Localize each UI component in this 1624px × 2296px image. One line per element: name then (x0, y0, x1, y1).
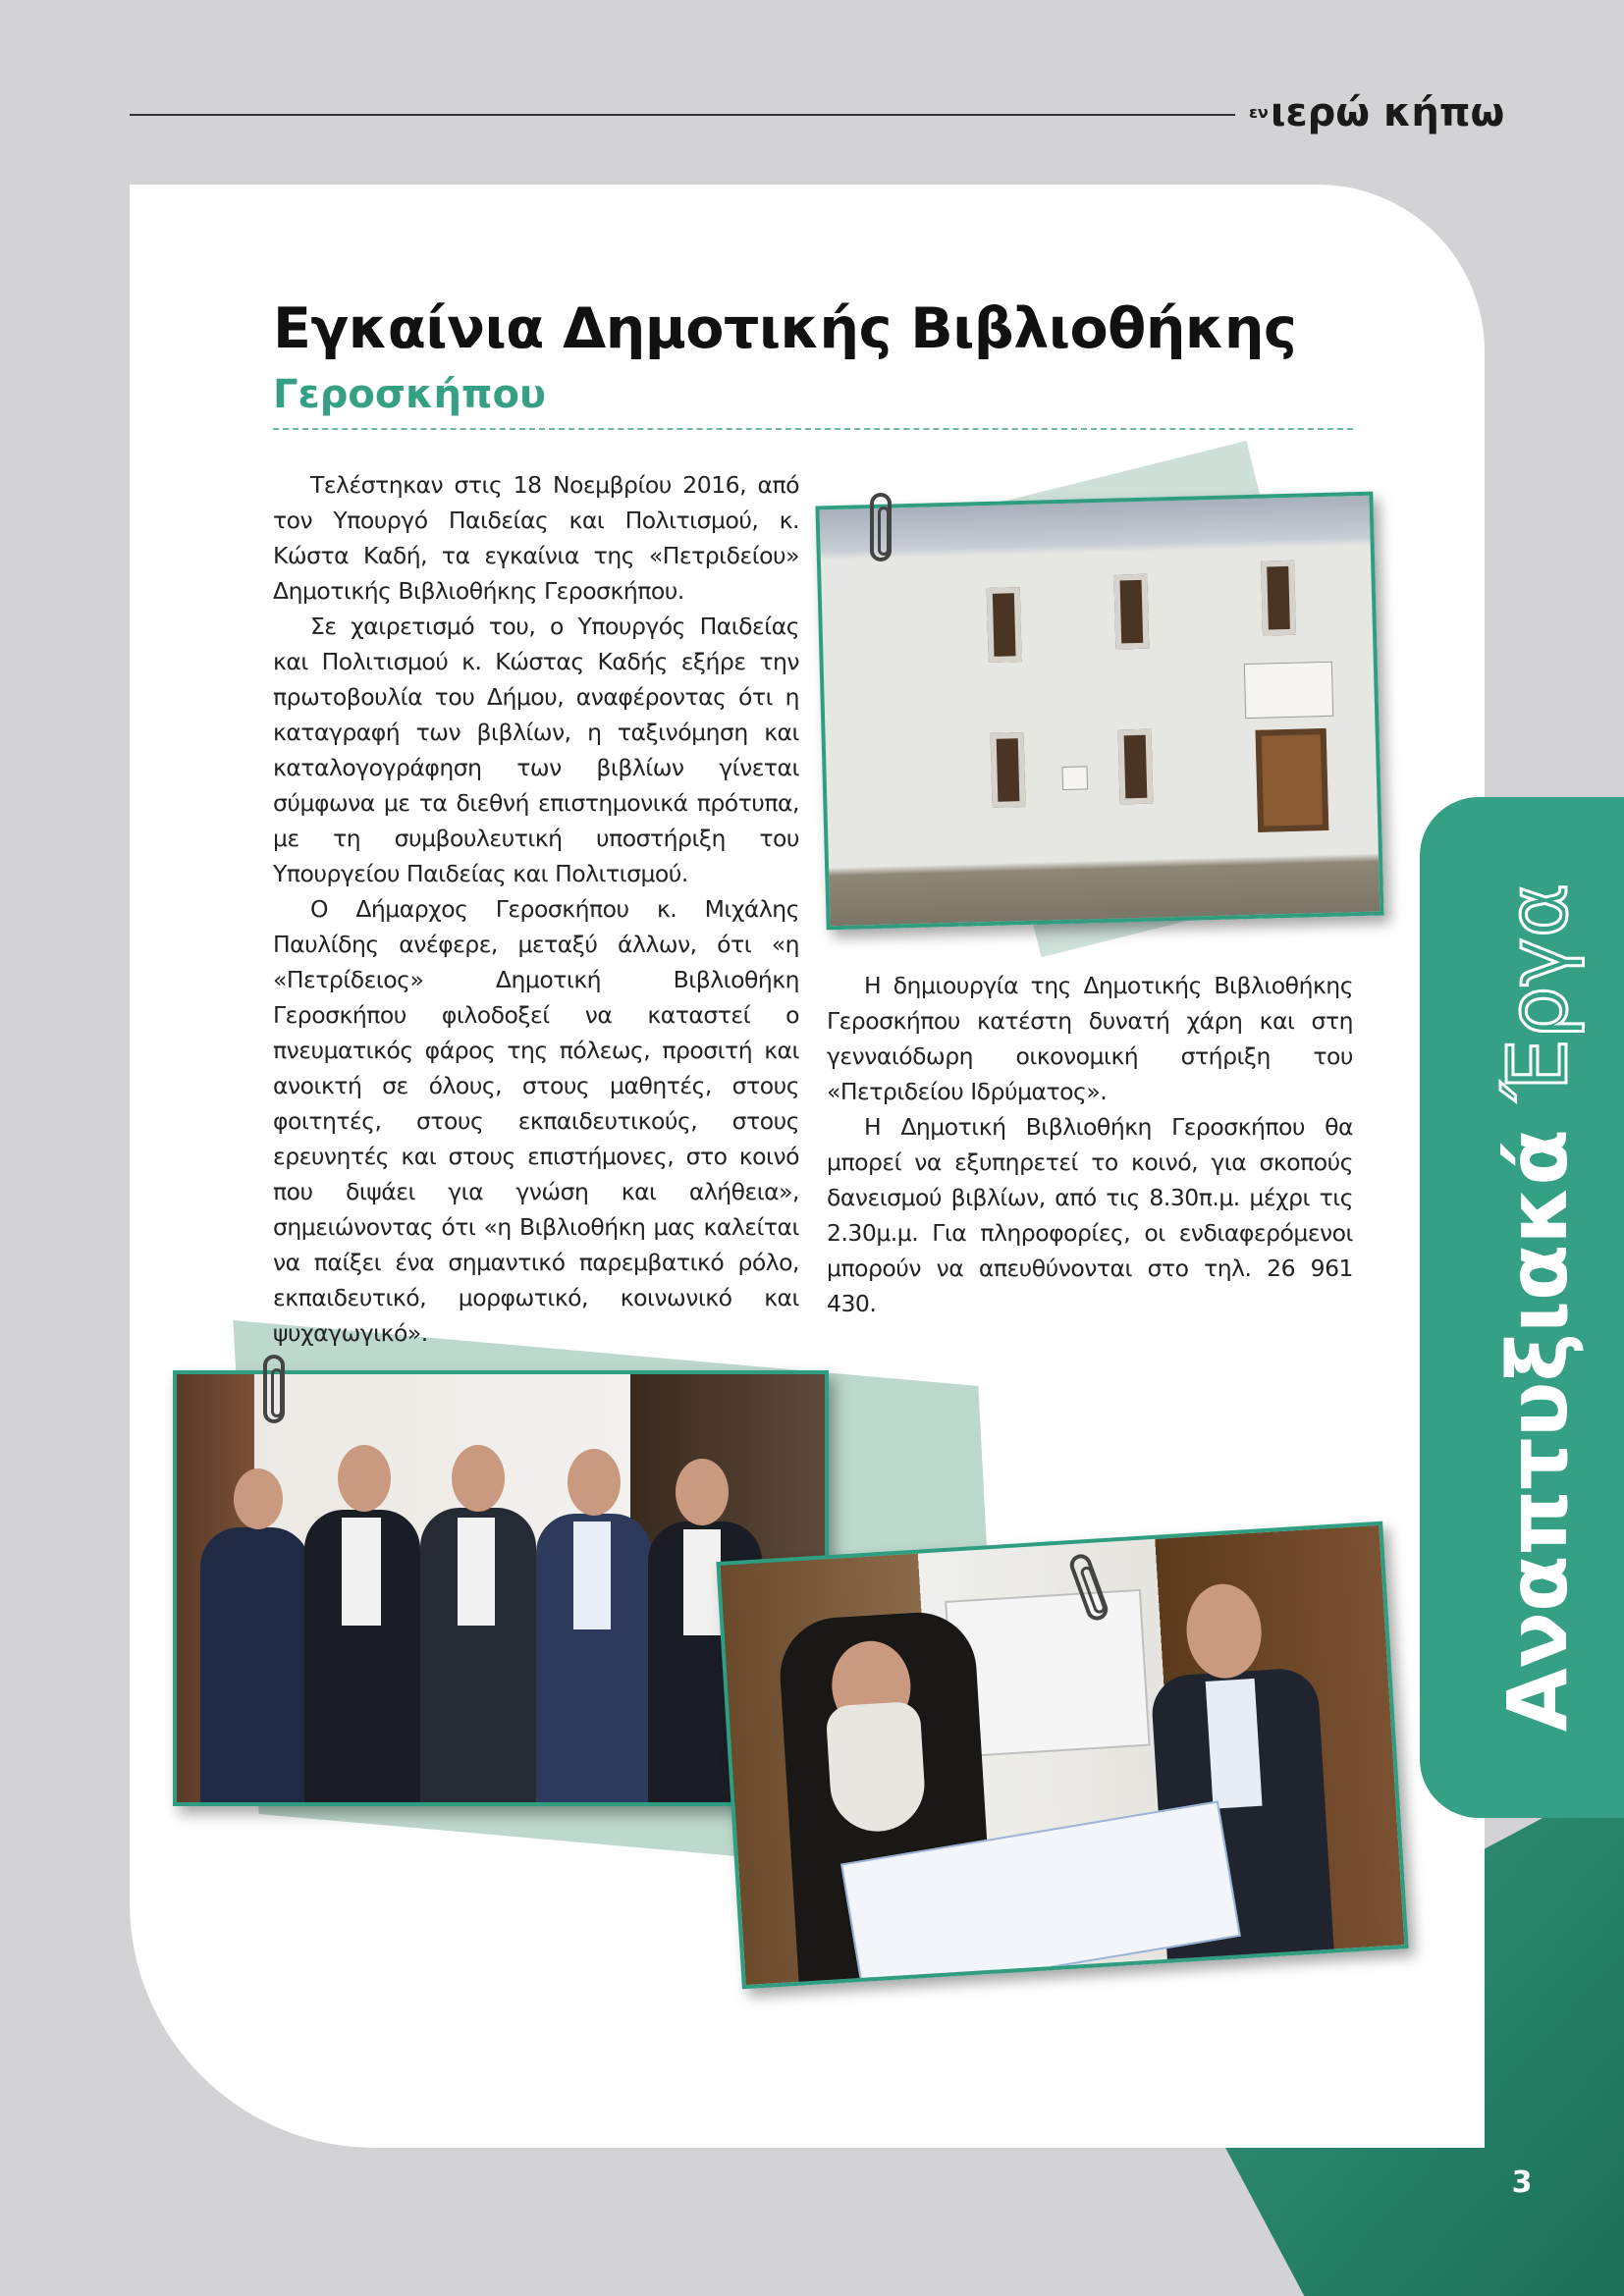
body-paragraph: Η δημιουργία της Δημοτικής Βιβλιοθήκης Γεροσκήπου κατέστη δυνατή χάρη και στη γενναιόδωρη οικονομική στήριξη του «Πετριδείου Ιδρύματος». (827, 972, 1353, 1105)
person-head (234, 1468, 283, 1529)
article-body-right (827, 968, 1353, 1321)
person-head (452, 1445, 505, 1512)
body-paragraph: Ο Δήμαρχος Γεροσκήπου κ. Μιχάλης Παυλίδης ανέφερε, μεταξύ άλλων, ότι «η «Πετρίδειος» Δημοτική Βιβλιοθήκη Γεροσκήπου φιλοδοξεί να καταστεί ο πνευματικός φάρος της πόλεως, προσιτή και ανοικτή σε όλους, στους μαθητές, στους φοιτητές, στους εκπαιδευτικούς, στους ερευνητές και στους επιστήμονες, στο κοινό που διψάει για γνώση και αλήθεια», σημειώνοντας ότι «η Βιβλιοθήκη μας καλείται να παίξει ένα σημαντικό παρεμβατικό ρόλο, εκπαιδευτικό, μορφωτικό, κοινωνικό και ψυχαγωγικό». (273, 895, 799, 1347)
window (1118, 729, 1154, 805)
library-building-photo (815, 492, 1383, 931)
person-shirt (458, 1518, 495, 1626)
person-head (676, 1459, 729, 1525)
paperclip-icon (263, 1355, 285, 1423)
logo-superscript: εν (1249, 103, 1269, 122)
article-subtitle: Γεροσκήπου (273, 372, 547, 417)
header-rule (130, 114, 1235, 116)
entrance-door (1256, 728, 1329, 832)
window (987, 587, 1022, 663)
article-title: Εγκαίνια Δημοτικής Βιβλιοθήκης (273, 296, 1297, 361)
person-shirt (683, 1529, 721, 1635)
magazine-logo (1249, 88, 1504, 137)
library-sign (1244, 662, 1333, 719)
body-paragraph: Σε χαιρετισμό του, ο Υπουργός Παιδείας και Πολιτισμού κ. Κώστας Καδής εξήρε την πρωτοβουλία του Δήμου, αναφέροντας ότι η καταγραφή των βιβλίων, η ταξινόμηση και καταλογογράφηση των βιβλίων γίνεται σύμφωνα με τα διεθνή επιστημονικά πρότυπα, με τη συμβουλευτική υποστήριξη του Υπουργείου Παιδείας και Πολιτισμού. (273, 613, 799, 887)
window (991, 732, 1026, 808)
section-tab-word2: Έργα (1489, 882, 1586, 1100)
article-body-left (273, 467, 799, 1351)
logo-text: ιερώ κήπω (1270, 90, 1505, 135)
window (1261, 561, 1296, 636)
person-shirt (342, 1518, 381, 1626)
title-divider (273, 428, 1353, 430)
page-number: 3 (1511, 2165, 1533, 2200)
section-tab-word1: Αναπτυξιακά (1489, 1129, 1586, 1733)
person (200, 1527, 310, 1806)
person-shirt (1206, 1679, 1263, 1809)
priest-and-minister-photo (716, 1522, 1408, 1990)
body-paragraph: Τελέστηκαν στις 18 Νοεμβρίου 2016, από τον Υπουργό Παιδείας και Πολιτισμού, κ. Κώστα Καδή, τα εγκαίνια της «Πετριδείου» Δημοτικής Βιβλιοθήκης Γεροσκήπου. (273, 471, 799, 605)
paperclip-icon (870, 493, 892, 561)
person-head (568, 1449, 621, 1516)
section-tab-label (1479, 817, 1597, 1798)
person-head (338, 1445, 391, 1512)
body-paragraph: Η Δημοτική Βιβλιοθήκη Γεροσκήπου θα μπορεί να εξυπηρετεί το κοινό, για σκοπούς δανεισμού βιβλίων, από τις 8.30π.μ. μέχρι τις 2.30μ.μ. Για πληροφορίες, οι ενδιαφερόμενοι μπορούν να απευθύνονται στο τηλ. 26 961 430. (827, 1113, 1353, 1317)
person-shirt (573, 1522, 611, 1629)
window (1113, 574, 1149, 650)
wall-plate (1061, 766, 1088, 790)
priest-beard (826, 1701, 928, 1835)
person-head (1184, 1581, 1265, 1680)
